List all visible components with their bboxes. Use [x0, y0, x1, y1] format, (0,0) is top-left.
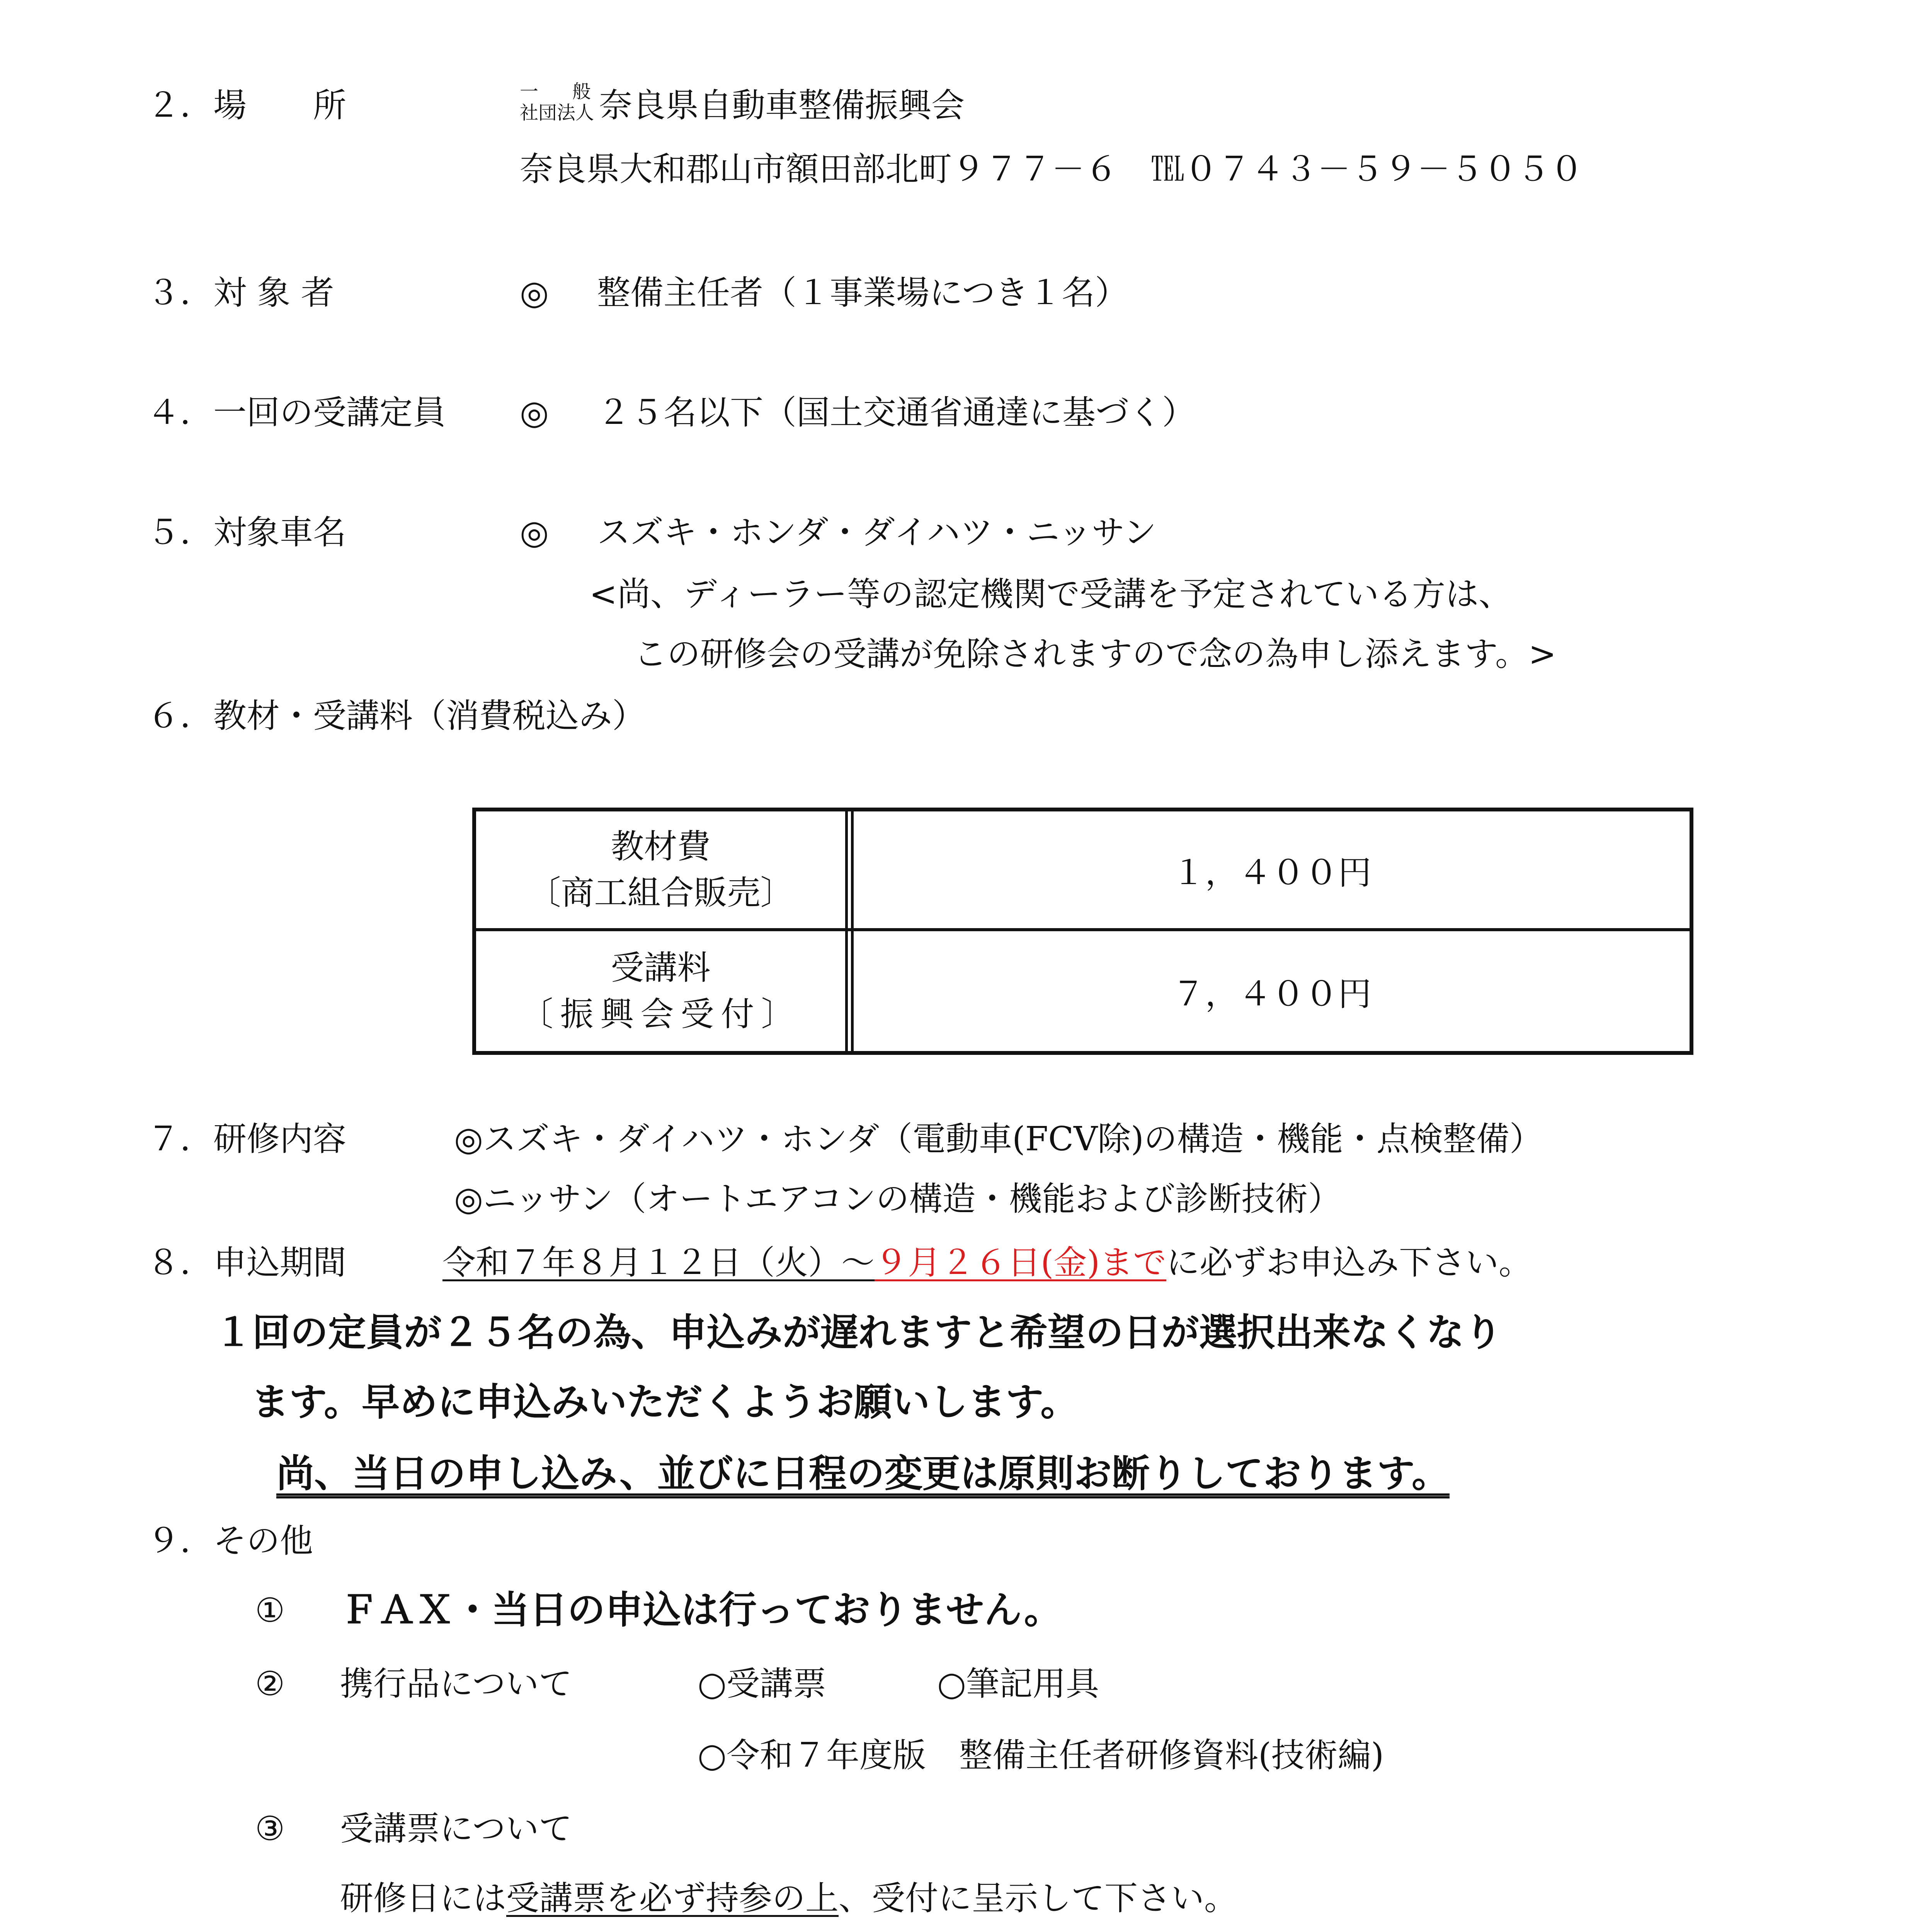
section-3-text: 整備主任者（１事業場につき１名）: [597, 274, 1128, 312]
fee-value: ７，４００円: [1172, 975, 1371, 1014]
item-1-mark: ①: [255, 1591, 285, 1630]
section-6-heading: ６．教材・受講料（消費税込み）: [147, 697, 645, 735]
fee-column-divider: [845, 931, 854, 1051]
org-address: 奈良県大和郡山市額田部北町９７７－６ ℡０７４３－５９－５０５０: [520, 150, 1583, 189]
fee-label-cell: [476, 811, 845, 928]
period-deadline: ９月２６日(金)まで: [875, 1243, 1167, 1282]
fee-column-divider: [845, 811, 854, 928]
application-period: [442, 1243, 1532, 1282]
item-2-stationery: ○筆記用具: [937, 1665, 1099, 1703]
notice-line-1: １回の定員が２５名の為、申込みが遅れますと希望の日が選択出来なくなり: [214, 1311, 1503, 1355]
item-2-mark: ②: [255, 1665, 285, 1703]
section-9-heading: ９．その他: [147, 1522, 313, 1560]
item-3-line-1: [340, 1879, 1237, 1918]
section-5-mark: ◎: [520, 513, 549, 552]
fee-label-name: 受講料: [611, 948, 711, 987]
item-3-line-1-post: 、受付に呈示して下さい。: [839, 1879, 1237, 1918]
section-3-mark: ◎: [520, 274, 549, 312]
section-5-note-2: この研修会の受講が免除されますので念の為申し添えます。>: [634, 635, 1557, 673]
fee-table: [472, 808, 1693, 1055]
notice-line-2: ます。早めに申込みいただくようお願いします。: [251, 1380, 1079, 1424]
item-2-text: 携行品について: [340, 1665, 572, 1703]
section-5-heading: ５．対象車名: [147, 513, 346, 552]
fee-label-note: 〔振興会受付〕: [520, 995, 801, 1034]
section-4-text: ２５名以下（国土交通省通達に基づく）: [597, 393, 1195, 432]
section-3-heading: ３．対 象 者: [147, 274, 334, 312]
section-5-note-1: <尚、ディーラー等の認定機関で受講を予定されている方は、: [589, 575, 1512, 614]
item-2-textbook: ○令和７年度版 整備主任者研修資料(技術編): [698, 1736, 1384, 1775]
fee-label-note: 〔商工組合販売〕: [527, 874, 794, 912]
item-2-ticket: ○受講票: [698, 1665, 827, 1703]
section-2-heading: ２．場 所: [147, 86, 346, 125]
org-name: 奈良県自動車整備振興会: [599, 86, 965, 125]
item-3-mark: ③: [255, 1810, 285, 1848]
fee-label-name: 教材費: [611, 827, 711, 866]
period-start: 令和７年８月１２日（火）～: [442, 1243, 875, 1282]
section-8-heading: ８．申込期間: [147, 1243, 346, 1282]
section-5-text: スズキ・ホンダ・ダイハツ・ニッサン: [597, 513, 1157, 552]
item-3-text: 受講票について: [340, 1810, 572, 1848]
item-3-line-1-pre: 研修日には: [340, 1879, 506, 1918]
org-prefix-top: 一 般: [520, 81, 599, 102]
item-3-line-1-underline: 受講票を必ず持参の上: [506, 1879, 839, 1918]
notice-line-3: 尚、当日の申し込み、並びに日程の変更は原則お断りしております。: [276, 1452, 1450, 1496]
fee-value: １，４００円: [1172, 854, 1371, 892]
section-7-line-1: ◎スズキ・ダイハツ・ホンダ（電動車(FCV除)の構造・機能・点検整備）: [454, 1120, 1543, 1158]
fee-label-cell: [476, 931, 845, 1051]
section-4-heading: ４．一回の受講定員: [147, 393, 446, 432]
section-7-heading: ７．研修内容: [147, 1120, 346, 1158]
fee-row-tuition: [476, 931, 1690, 1051]
fee-row-materials: [476, 811, 1690, 931]
section-7-line-2: ◎ニッサン（オートエアコンの構造・機能および診断技術）: [454, 1180, 1341, 1218]
section-4-mark: ◎: [520, 393, 549, 432]
item-1-text: ＦＡＸ・当日の申込は行っておりません。: [340, 1588, 1062, 1632]
org-prefix-bottom: 社団法人: [520, 102, 594, 124]
period-tail: に必ずお申込み下さい。: [1166, 1243, 1532, 1282]
